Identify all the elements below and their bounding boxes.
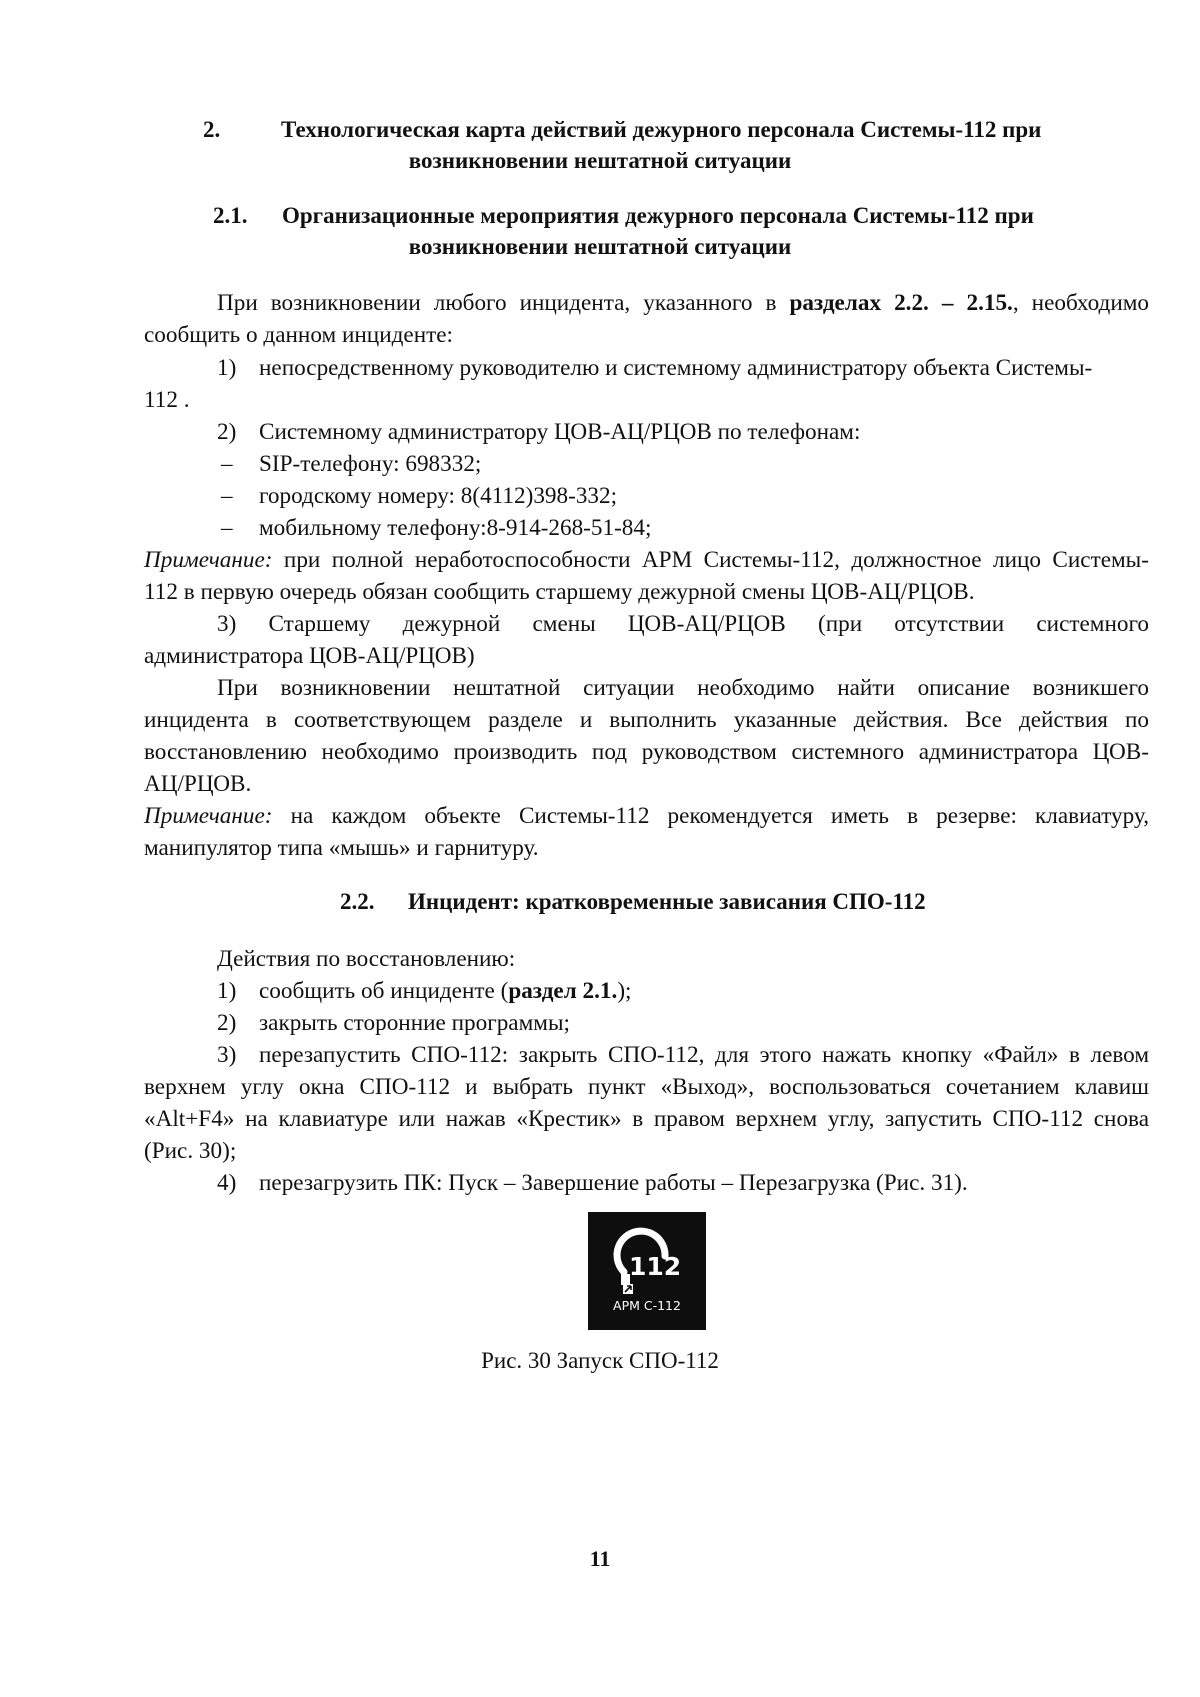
note-label: Примечание:: [144, 803, 273, 829]
intro-line1: [217, 288, 1149, 318]
step-4-text: перезагрузить ПК: Пуск – Завершение работы – Перезагрузка (Рис. 31).: [259, 1170, 968, 1196]
step-3-line4: (Рис. 30);: [144, 1138, 237, 1164]
note-2-line2: манипулятор типа «мышь» и гарнитуру.: [144, 835, 539, 861]
item-3-line1: 3) Старшему дежурной смены ЦОВ-АЦ/РЦОВ (при отсутствии системного: [217, 611, 1149, 637]
item-2-number: 2): [217, 419, 237, 445]
step-4-number: 4): [217, 1170, 237, 1196]
figure-caption: Рис. 30 Запуск СПО-112: [481, 1348, 719, 1373]
dash-bullet: –: [221, 515, 233, 541]
section-ref: раздел 2.1.: [508, 978, 618, 1004]
paragraph-line2: инцидента в соответствующем разделе и выполнить указанные действия. Все действия по: [144, 707, 1149, 733]
section-2-number: 2.: [203, 117, 221, 142]
step-2-text: закрыть сторонние программы;: [259, 1010, 570, 1036]
note-text: на каждом объекте Системы-112 рекомендуется иметь в резерве: клавиатуру,: [272, 803, 1149, 829]
step-3-line1: перезапустить СПО-112: закрыть СПО-112, для этого нажать кнопку «Файл» в левом: [259, 1042, 1149, 1068]
icon-number: 112: [629, 1252, 682, 1281]
intro-text: При возникновении любого инцидента, указанного в: [217, 290, 790, 316]
step-3-line2: верхнем углу окна СПО-112 и выбрать пункт «Выход», воспользоваться сочетанием клавиш: [144, 1074, 1149, 1100]
paragraph-line4: АЦ/РЦОВ.: [144, 771, 252, 797]
step-1-suffix: );: [617, 978, 632, 1004]
apm-c112-app-icon[interactable]: [588, 1212, 706, 1330]
intro-suffix: , необходимо: [1012, 290, 1149, 316]
intro-line2: сообщить о данном инциденте:: [144, 322, 453, 348]
dash-bullet: –: [221, 483, 233, 509]
actions-intro: Действия по восстановлению:: [217, 946, 516, 972]
phone-sip: SIP-телефону: 698332;: [259, 451, 482, 477]
note-1-line1: [144, 545, 1149, 575]
step-3-number: 3): [217, 1042, 237, 1068]
page-number: 11: [589, 1546, 611, 1571]
section-2-2-title: Инцидент: кратковременные зависания СПО-112: [408, 889, 926, 914]
icon-label: АРМ С-112: [613, 1298, 681, 1313]
phone-city: городскому номеру: 8(4112)398-332;: [259, 483, 618, 509]
step-1-text: [259, 976, 631, 1006]
step-3-line3: «Alt+F4» на клавиатуре или нажав «Крестик» в правом верхнем углу, запустить СПО-112 снова: [144, 1106, 1149, 1132]
step-1-number: 1): [217, 978, 237, 1004]
paragraph-line1: При возникновении нештатной ситуации необходимо найти описание возникшего: [217, 675, 1149, 701]
section-2-1-number: 2.1.: [213, 203, 248, 228]
item-1-continuation: 112 .: [144, 387, 190, 413]
section-2-2-number: 2.2.: [340, 889, 375, 914]
item-1-text: непосредственному руководителю и системному администратору объекта Системы-: [259, 355, 1093, 381]
section-2-title-line2: возникновении нештатной ситуации: [408, 148, 792, 173]
note-2-line1: [144, 801, 1149, 831]
note-1-line2: 112 в первую очередь обязан сообщить старшему дежурной смены ЦОВ-АЦ/РЦОВ.: [144, 579, 975, 605]
item-2-text: Системному администратору ЦОВ-АЦ/РЦОВ по телефонам:: [259, 419, 861, 445]
note-label: Примечание:: [144, 547, 273, 573]
item-3-line2: администратора ЦОВ-АЦ/РЦОВ): [144, 643, 475, 669]
section-2-1-title-line2: возникновении нештатной ситуации: [408, 234, 792, 259]
step-2-number: 2): [217, 1010, 237, 1036]
section-2-title-line1: Технологическая карта действий дежурного персонала Системы-112 при: [281, 117, 1042, 142]
paragraph-line3: восстановлению необходимо производить под руководством системного администратора ЦОВ-: [144, 739, 1149, 765]
item-1-number: 1): [217, 355, 237, 381]
intro-sections-ref: разделах 2.2. – 2.15.: [789, 290, 1013, 316]
dash-bullet: –: [221, 451, 233, 477]
step-1-prefix: сообщить об инциденте (: [259, 978, 509, 1004]
phone-mobile: мобильному телефону:8-914-268-51-84;: [259, 515, 652, 541]
note-text: при полной неработоспособности АРМ Системы-112, должностное лицо Системы-: [272, 547, 1149, 573]
section-2-1-title-line1: Организационные мероприятия дежурного персонала Системы-112 при: [282, 203, 1034, 228]
